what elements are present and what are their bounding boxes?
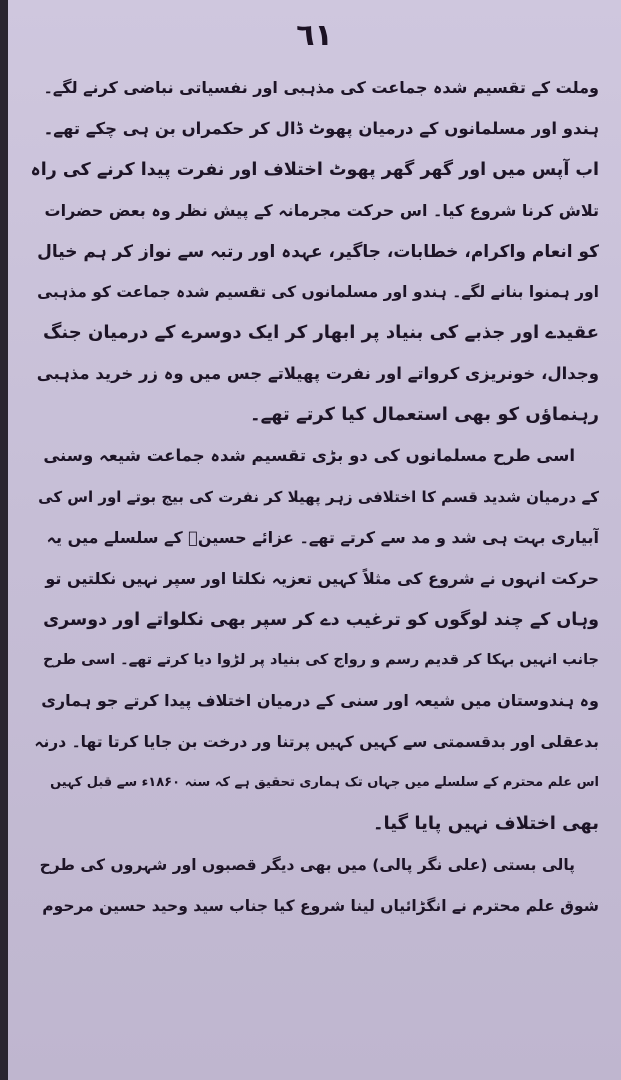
text-line: وہ ہندوستان میں شیعہ اور سنی کے درمیان اختلاف پیدا کرتے جو ہماری [41,691,599,711]
text-line: وملت کے تقسیم شدہ جماعت کی مذہبی اور نفسیاتی نباضی کرنے لگے۔ [43,78,599,97]
text-line: کو انعام واکرام، خطابات، جاگیر، عہدہ اور رتبہ سے نواز کر ہم خیال [37,241,599,262]
text-line: کے درمیان شدید قسم کا اختلافی زہر پھیلا کر نفرت کی بیج بوتے اور اس کی [38,487,599,506]
text-line: جانب انہیں بہکا کر قدیم رسم و رواج کی بنیاد پر لڑوا دیا کرتے تھے۔ اسی طرح [42,652,599,669]
text-line: تلاش کرنا شروع کیا۔ اس حرکت مجرمانہ کے پیش نظر وہ بعض حضرات [44,200,599,220]
text-line: اس علم محترم کے سلسلے میں جہاں تک ہماری تحقیق ہے کہ سنہ ۱۸۶۰ء سے قبل کہیں [50,775,599,791]
body-text [30,68,599,927]
text-line: عقیدے اور جذبے کی بنیاد پر ابھار کر ایک دوسرے کے درمیان جنگ [42,322,599,344]
text-line: اب آپس میں اور گھر گھر پھوٹ اختلاف اور نفرت پیدا کرنے کی راہ [30,159,599,180]
text-line: بدعقلی اور بدقسمتی سے کہیں کہیں پرتنا ور درخت بن جایا کرتا تھا۔ درنہ [34,733,599,752]
text-line: رہنماؤں کو بھی استعمال کیا کرتے تھے۔ [250,404,599,426]
text-line: اسی طرح مسلمانوں کی دو بڑی تقسیم شدہ جماعت شیعہ وسنی [43,446,575,466]
text-line: حرکت انہوں نے شروع کی مثلاً کہیں تعزیہ نکلتا اور سپر نہیں نکلتیں تو [45,568,599,588]
text-line: پالی بستی (علی نگر پالی) میں بھی دیگر قصبوں اور شہروں کی طرح [39,855,575,874]
text-line: وہاں کے چند لوگوں کو ترغیب دے کر سپر بھی نکلواتے اور دوسری [43,609,599,630]
page-number: ٦١ [296,18,333,53]
text-line: بھی اختلاف نہیں پایا گیا۔ [373,813,599,835]
text-line: شوق علم محترم نے انگڑائیاں لینا شروع کیا جناب سید وحید حسین مرحوم [42,896,599,915]
text-line: آبیاری بہت ہی شد و مد سے کرتے تھے۔ عزائے حسینؑ کے سلسلے میں یہ [46,527,599,547]
text-line: وجدال، خونریزی کرواتے اور نفرت پھیلاتے جس میں وہ زر خرید مذہبی [36,364,599,384]
text-line: اور ہمنوا بنانے لگے۔ ہندو اور مسلمانوں کی تقسیم شدہ جماعت کو مذہبی [37,283,599,302]
text-line: ہندو اور مسلمانوں کے درمیان پھوٹ ڈال کر حکمراں بن ہی چکے تھے۔ [43,118,599,138]
